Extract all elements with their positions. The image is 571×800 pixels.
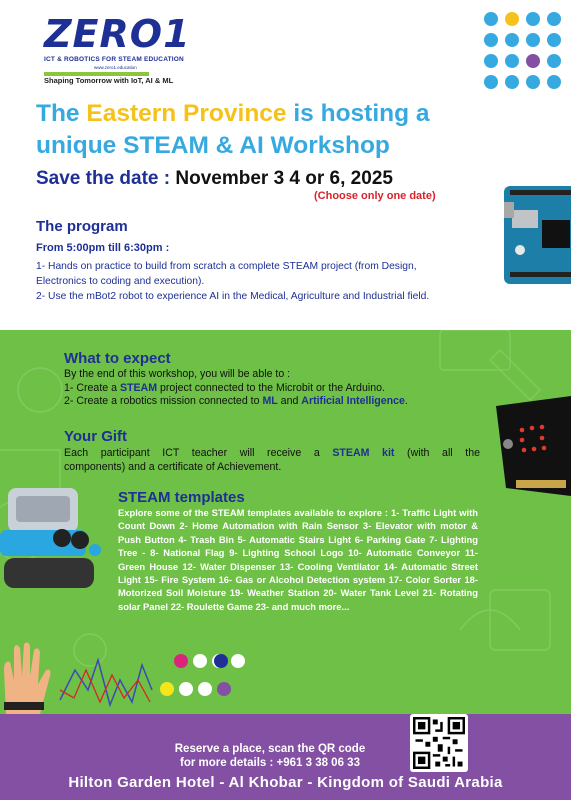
dot xyxy=(547,33,561,47)
event-date: November 3 4 or 6, 2025 xyxy=(175,168,393,189)
dot xyxy=(179,682,193,696)
logo-tagline: ICT & ROBOTICS FOR STEAM EDUCATION xyxy=(44,56,184,63)
dot xyxy=(526,54,540,68)
text: . xyxy=(404,395,408,407)
hand-illustration-icon xyxy=(0,640,60,714)
dot xyxy=(174,654,188,668)
venue: Hilton Garden Hotel - Al Khobar - Kingdom of Saudi Arabia xyxy=(68,774,503,791)
logo-wordmark: ZERO1 xyxy=(44,12,191,56)
text: Each participant ICT teacher will receive a xyxy=(64,447,333,459)
dot xyxy=(505,12,519,26)
program-time: From 5:00pm till 6:30pm : xyxy=(36,242,170,254)
headline-line2: unique STEAM & AI Workshop xyxy=(36,132,390,159)
dot xyxy=(160,682,174,696)
text-bold: Artificial Intelligence xyxy=(301,395,405,407)
dot xyxy=(484,33,498,47)
dot xyxy=(526,12,540,26)
program-line: 1- Hands on practice to build from scratch a complete STEAM project (from Design, xyxy=(36,261,417,272)
expect-item-1 xyxy=(64,382,504,396)
text: and xyxy=(277,395,302,407)
headline-part2: is hosting a xyxy=(286,100,430,127)
dot xyxy=(526,75,540,89)
headline-highlight: Eastern Province xyxy=(86,100,287,127)
gift-title: Your Gift xyxy=(64,428,128,445)
gift-line-1 xyxy=(64,447,480,461)
logo-url: www.zero1.education xyxy=(94,65,137,70)
gift-line-2: components) and a certificate of Achievement. xyxy=(64,460,282,473)
logo-slogan: Shaping Tomorrow with IoT, AI & ML xyxy=(44,76,174,85)
gift-body xyxy=(64,447,480,474)
headline-part1: The xyxy=(36,100,87,127)
text: project connected to the Microbit or the Arduino. xyxy=(157,381,385,394)
text-bold: STEAM kit xyxy=(332,447,395,459)
reserve-line-1: Reserve a place, scan the QR code xyxy=(174,743,366,755)
text-bold: ML xyxy=(262,395,278,407)
expect-item-2 xyxy=(64,395,504,409)
save-label: Save the date : xyxy=(36,168,176,189)
qr-code-icon xyxy=(413,717,465,769)
dot xyxy=(217,682,231,696)
text-bold: STEAM xyxy=(119,381,158,394)
save-the-date xyxy=(36,168,556,190)
dot xyxy=(547,54,561,68)
zero1-logo xyxy=(34,10,194,90)
expect-body xyxy=(64,368,504,409)
robot-illustration-icon xyxy=(0,478,104,596)
dot xyxy=(505,33,519,47)
dot xyxy=(505,75,519,89)
program-line: Electronics to coding and execution). xyxy=(36,276,205,287)
expect-intro: By the end of this workshop, you will be able to : xyxy=(64,368,291,380)
dot xyxy=(505,54,519,68)
text: 1- Create a xyxy=(64,381,120,394)
date-note: (Choose only one date) xyxy=(314,190,436,202)
program-title: The program xyxy=(36,218,128,235)
decorative-dot-grid xyxy=(484,12,564,92)
text: (with all the xyxy=(394,447,481,459)
dot xyxy=(484,12,498,26)
decorative-color-dots xyxy=(158,652,248,702)
dot xyxy=(193,654,207,668)
dot xyxy=(214,654,228,668)
dot xyxy=(198,682,212,696)
dot xyxy=(484,54,498,68)
dot xyxy=(526,33,540,47)
dot xyxy=(547,75,561,89)
reserve-info xyxy=(120,742,420,770)
templates-title: STEAM templates xyxy=(118,489,245,506)
headline xyxy=(36,98,556,162)
reserve-phone: for more details : +961 3 38 06 33 xyxy=(180,757,360,769)
dot xyxy=(484,75,498,89)
text: 2- Create a robotics mission connected to xyxy=(64,395,263,407)
templates-list: Explore some of the STEAM templates available to explore : 1- Traffic Light with Count Down 2- Home Automation with Rain Sensor 3- Elevator with motor & Push Button 4- Trash Bin 5- Automatic Stairs Light 6- Parking Gate 7- Lighting Tree - 8- National Flag 9- Lighting School Logo 10- Automatic Conveyor 11- Green House 12- Water Dispenser 13- Cooling Ventilator 14- Automatic Street Light 15- Fire System 16- Gas or Alcohol Detection system 17- Color Sorter 18- Motorized Soil Moisture 19- Weather Station 20- Water Tank Level 21- Rotating solar Panel 22- Roulette Game 23- and much more... xyxy=(118,507,478,612)
expect-title: What to expect xyxy=(64,350,171,367)
dot xyxy=(547,12,561,26)
microbit-board-icon xyxy=(486,396,571,496)
program-line: 2- Use the mBot2 robot to experience AI in the Medical, Agriculture and Industrial field. xyxy=(36,291,430,302)
dot xyxy=(231,654,245,668)
